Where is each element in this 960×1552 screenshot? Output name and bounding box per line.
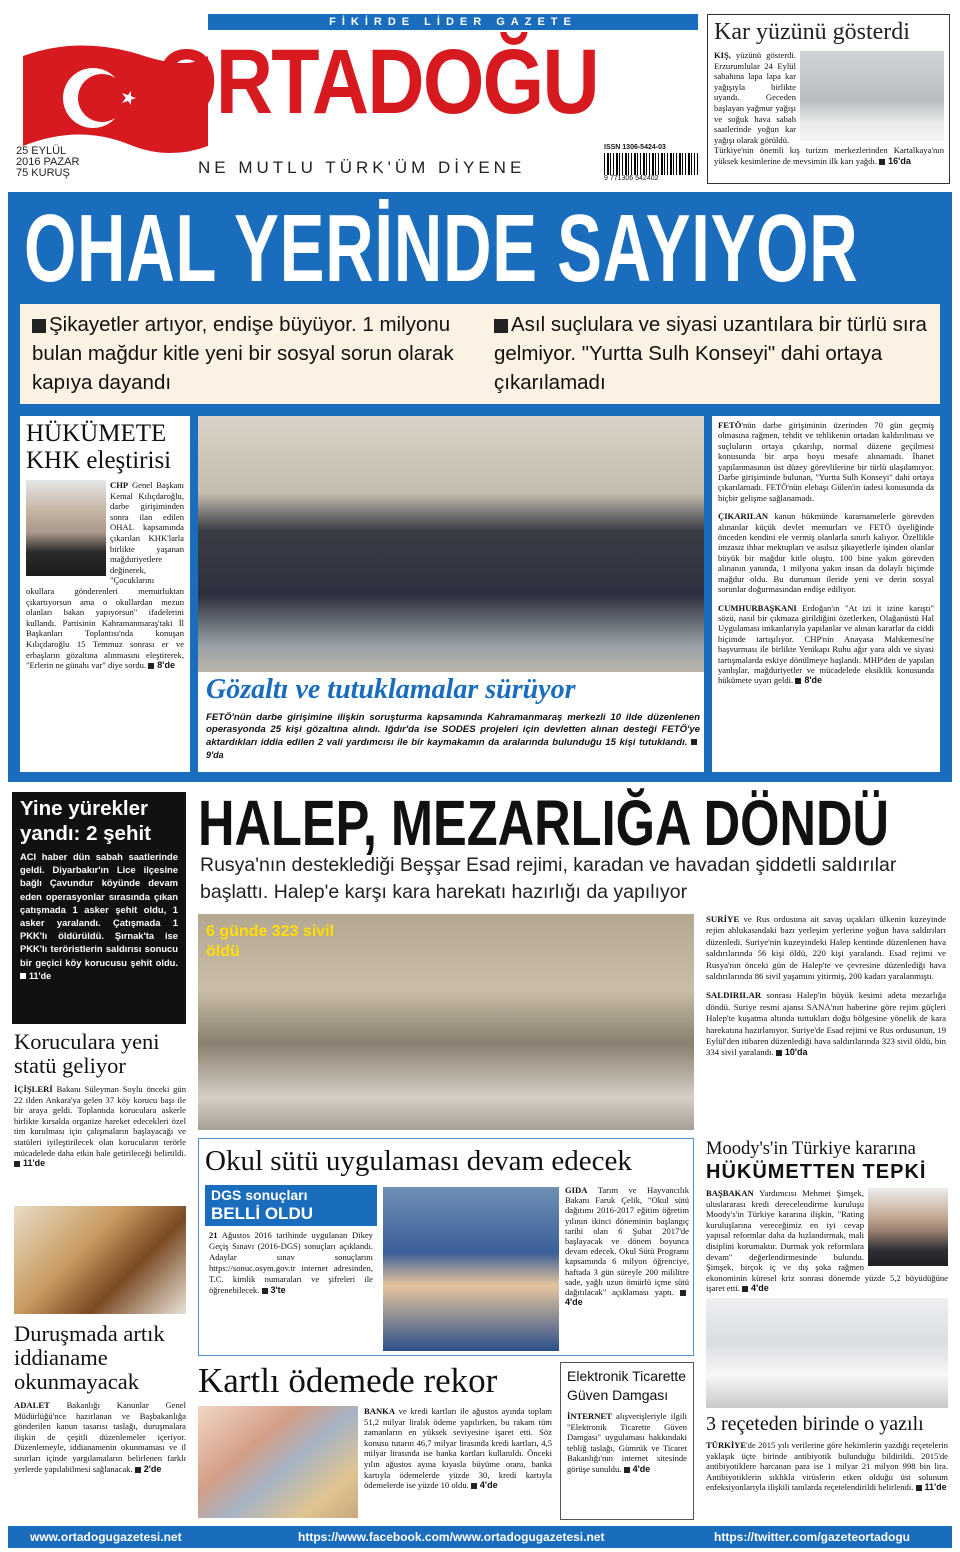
footer-bar	[8, 1526, 952, 1548]
halep-headline: HALEP, MEZARLIĞA DÖNDÜ	[198, 787, 890, 859]
khk-box	[20, 416, 190, 772]
okul-title: Okul sütü uygulaması devam edecek	[205, 1145, 632, 1177]
footer-facebook-link[interactable]: https://www.facebook.com/www.ortadogugazetesi.net	[298, 1530, 605, 1544]
okul-text: Tarım ve Hayvancılık Bakanı Faruk Çelik, "Okul sütü dağıtımı 2016-2017 eğitim öğretim yılının ikinci döneminin başlangıç tarihi olan 6 Şubat 2017'de başlayacak ve dönem boyunca devam edecek. Okul Sütü Programı kapsamında 6 milyon öğrenciye, haftada 3 gün süreyle 200 mililitre sade, yağlı uzun ömürlü içme sütü dağıtılacak" açıklaması yaptı.	[565, 1185, 689, 1298]
ohal-sub-left: Şikayetler artıyor, endişe büyüyor. 1 milyonu bulan mağdur kitle yeni bir sosyal sorun olarak kapıya dayandı	[32, 313, 454, 394]
korucu-title: Koruculara yeni statü geliyor	[14, 1029, 160, 1078]
kartli-text: ve kredi kartları ile ağustos ayında toplam 51,2 milyar liralık ödeme yapılırken, bu rakam tüm zamanların en yüksek seviyesine işaret etti. Söz konusu tutarın 46,7 milyar lirasında kredi kartları, 4,5 milyar lirasında ise banka kartları kullanıldı. Önceki yılın ağustos ayına kıyasla büyüme oranı, banka kartıyla ödemelerde yüzde 30, kredi kartıyla ödemelerde ise yüzde 10 oldu.	[364, 1406, 552, 1491]
khk-title-2: KHK eleştirisi	[26, 447, 172, 474]
moodys-box	[706, 1138, 948, 1294]
ohal-caption: Gözaltı ve tutuklamalar sürüyor	[206, 674, 576, 705]
ohal-right-col	[712, 416, 940, 772]
issn: ISSN 1306-5424-03	[604, 144, 666, 151]
recete-lead: TÜRKİYE	[706, 1440, 747, 1450]
dgs-text: Ağustos 2016 tarihinde uygulanan Dikey Geçiş Sınavı (2016-DGS) sonuçları açıklandı. Adaylar sınav sonuçlarını https://sonuc.osym.gov.tr internet adresinden, T.C. kimlik numaraları ve şifreleri ile öğrenebilecek.	[209, 1230, 373, 1295]
durusma-box	[14, 1322, 186, 1474]
bullet-icon	[776, 1050, 782, 1056]
dgs-box	[205, 1185, 377, 1351]
dgs-title-1: DGS sonuçları	[211, 1187, 308, 1203]
ohal-p2: kanun hükmünde kararnamelerle görevden alınanlar küçük devlet memurları ve FETÖ üyeliğinde önceden kendini ele vermiş olanlarla sınırlı kalıyor. Özellikle imzasız ihbar mektupları ve asılsız şikayetlerle işinden olanlar büyük bir mağdur kitle oluştu. 100 bine yakın görevden alınanın yanında, 1 milyona yakın insan da dolaylı biçimde mağdur oldu. Bu durumun ileride yeni ve derin sosyal sorunlar doğurmasından endişe ediliyor.	[718, 511, 934, 595]
halep-p1: ve Rus ordusuna ait savaş uçakları ülkenin kuzeyinde rejim ablukasındaki bazı yerleşim yerlerine yoğun hava saldırıları düzenledi. Suriye'nin kuzeyindeki Halep kentinde düzenlenen hava saldırılarında 56 kişi öldü, 220 kişi yaralandı. Esad rejimi ve Rusya'nın önceki gün de Halep'te ve çevresine düzenlediği hava saldırılarında 86 sivil yaşamını yitirmiş, 200 kadarı yaralanmıştı.	[706, 914, 946, 982]
recete-text: 'de 2015 yılı verilerine göre hekimlerin yazdığı reçetelerin yaklaşık üçte birinde antibiyotik bulunduğu bildirildi. 2015'de antibiyotiklere harcanan para ise 1 milyar 21 milyon 998 bin lira. Antibiyotiklerin sıklıkla virüslerin etken olduğu üst solunum enfeksiyonlarıyla ilişkili tanılarda reçetelendirildi belirlendi.	[706, 1440, 948, 1493]
kartli-title: Kartlı ödemede rekor	[198, 1361, 498, 1400]
halep-p2-lead: SALDIRILAR	[706, 990, 762, 1001]
sehit-text: ACI haber dün sabah saatlerinde geldi. Diyarbakır'ın Lice ilçesine bağlı Çavundur köyünde devam eden operasyonlar sırasında çıkan çatışmada 1 asker şehit oldu, 1 asker yaralandı. Çatışmada 1 PKK'lı öldürüldü. Şırnak'ta ise PKK'lı teröristlerin saldırısı sonucu bir geçici köy korucusu şehit oldu.	[20, 851, 178, 968]
ohal-photo-text: FETÖ'nün darbe girişimine ilişkin soruşturma kapsamında Kahramanmaraş merkezli 10 ilde düzenlenen operasyonda 25 kişi gözaltına alındı. Iğdır'da ise SODES projeleri için devletten alınan desteği FETÖ'ye aktardıkları iddia edilen 2 vali yardımcısı ile bir kaymakamın da aralarında bulunduğu 15 kişi tutuklandı.	[206, 712, 700, 748]
khk-ref: 8'de	[157, 660, 175, 671]
halep-photo	[198, 914, 694, 1130]
bullet-icon	[795, 678, 801, 684]
okul-ref: 4'de	[565, 1297, 583, 1308]
recete-photo	[706, 1298, 948, 1408]
sehit-box	[12, 792, 186, 1024]
sehit-title: Yine yürekler yandı: 2 şehit	[20, 797, 152, 845]
footer-web-link[interactable]: www.ortadogugazetesi.net	[30, 1530, 182, 1544]
bullet-icon	[471, 1483, 477, 1489]
ohal-block	[8, 192, 952, 782]
halep-photo-label: 6 günde 323 sivil öldü	[206, 923, 335, 960]
okul-photo	[383, 1187, 559, 1351]
recete-title: 3 reçeteden birinde o yazılı	[706, 1413, 924, 1435]
moodys-title-1: Moody's'in Türkiye kararına	[706, 1139, 916, 1159]
bullet-icon	[135, 1467, 141, 1473]
korucu-box	[14, 1030, 186, 1169]
khk-title-1: HÜKÜMETE	[26, 420, 167, 447]
bullet-icon	[14, 1161, 20, 1167]
gavel-photo	[14, 1206, 186, 1314]
okul-lead: GIDA	[565, 1185, 588, 1195]
korucu-lead: İÇİŞLERİ	[14, 1084, 53, 1094]
ohal-headline: OHAL YERİNDE SAYIYOR	[24, 195, 859, 302]
sehit-ref: 11'de	[29, 970, 52, 981]
halep-p1-lead: SURİYE	[706, 914, 740, 924]
kartli-lead: BANKA	[364, 1406, 396, 1416]
eticaret-title: Elektronik Ticarette Güven Damgası	[567, 1368, 687, 1403]
masthead	[8, 8, 698, 188]
logo: ORTADOĞU	[156, 31, 598, 133]
slogan-bar	[208, 14, 698, 30]
bullet-icon	[494, 319, 508, 333]
korucu-ref: 11'de	[23, 1158, 46, 1169]
barcode	[604, 144, 698, 186]
kar-lead: KIŞ,	[714, 50, 731, 60]
date-line-1: 25 EYLÜL	[16, 145, 67, 157]
kartli-photo	[198, 1406, 358, 1518]
bullet-icon	[879, 159, 885, 165]
dgs-lead: 21	[209, 1230, 218, 1240]
khk-photo	[26, 480, 106, 576]
durusma-lead: ADALET	[14, 1400, 50, 1410]
recete-ref: 11'de	[924, 1482, 947, 1493]
slogan-text: FİKİRDE LİDER GAZETE	[329, 16, 577, 28]
ohal-p2-lead: ÇIKARILAN	[718, 511, 769, 522]
khk-lead: CHP	[110, 480, 129, 490]
ohal-photo	[198, 416, 704, 672]
dgs-title-bar	[205, 1185, 377, 1226]
halep-sub: Rusya'nın desteklediği Beşşar Esad rejimi, karadan ve havadan şiddetli saldırılar başlattı. Halep'e karşı kara harekatı hazırlığı da yapılıyor	[200, 854, 897, 903]
ohal-p1-lead: FETÖ	[718, 420, 742, 430]
date-box	[16, 146, 79, 179]
bullet-icon	[916, 1485, 922, 1491]
bullet-icon	[20, 973, 26, 979]
halep-p2: sonrası Halep'in büyük kesimi adeta mezarlığa döndü. Suriye resmi ajansı SANA'nın haberine göre rejim güçleri Halep'te kuşatma altında tuttukları doğu bölgesine yönelik de kara harekatına hazırlanıyor. Suriye'de Esad rejimi ve Rus ordusunun, 19 Eylül'den itibaren düzenlediği hava saldırılarında 323 sivil öldü, bin 334 sivil yaralandı.	[706, 990, 947, 1058]
kar-photo	[800, 51, 944, 141]
kartli-ref: 4'de	[479, 1480, 498, 1491]
eticaret-text: alışverişleriyle ilgili "Elektronik Ticarette Güven Damgası" uygulaması hakkındaki tebliğ taslağı, Gümrük ve Ticaret Bakanlığı'nın internet sitesinde görüşe sunuldu.	[567, 1411, 687, 1474]
bullet-icon	[742, 1286, 748, 1292]
moodys-title-2: HÜKÜMETTEN TEPKİ	[706, 1161, 927, 1183]
moodys-lead: BAŞBAKAN	[706, 1188, 754, 1198]
ohal-sub-box	[20, 304, 940, 404]
kar-ref: 16'da	[888, 155, 911, 166]
kar-box	[707, 14, 950, 184]
ohal-right-ref: 8'de	[804, 675, 822, 686]
ohal-sub-right: Asıl suçlulara ve siyasi uzantılara bir türlü sıra gelmiyor. "Yurtta Sulh Konseyi" dahi ortaya çıkarılamadı	[494, 313, 927, 394]
eticaret-box	[560, 1362, 694, 1520]
ohal-photo-box	[198, 416, 704, 772]
moodys-photo	[868, 1188, 948, 1266]
eticaret-lead: İNTERNET	[567, 1411, 612, 1421]
ohal-p1: 'nün darbe girişiminin üzerinden 70 gün geçmiş olmasına rağmen, tehdit ve tehlikenin ortadan kaldırılması ve suçluların ortaya çıkarılıp, normal düzene geçilmesi konusunda bir arpa boyu mesafe alınamadı. İhanet yapılanmasının üst düzey görevlilerine bir türlü ulaşılamıyor. Darbe girişiminde bulunan, "Yurtta Sulh Konseyi" dahi ortaya çıkarılamadı. FETÖ'nün elebaşı Gülen'in iadesi konusunda da hiçbir gelişme sağlanamadı.	[718, 420, 934, 503]
khk-text-top: Genel Başkanı Kemal Kılıçdaroğlu, darbe girişiminden sonra ilan edilen OHAL kapsamında çıkarılan KHK'larla	[110, 480, 184, 543]
recete-box	[706, 1410, 948, 1493]
footer-twitter-link[interactable]: https://twitter.com/gazeteortadogu	[714, 1530, 911, 1544]
kar-text: yüzünü gösterdi. Erzurumlular 24 Eylül sabahına lapa lapa kar yağışıyla birlikte uyandı. Geceden başlayan yağmur yağışı ve soğuk hava sabah saatlerinde yoğun kar yağışı olarak görüldü.	[714, 50, 796, 145]
dgs-ref: 3'te	[270, 1285, 286, 1295]
ohal-p3: Erdoğan'ın "At izi it izine karıştı" sözü, nasıl bir çıkmaza girildiğini özetlerken, Olağanüstü Hal Uygulaması imkanlarıyla yapılanlar ve alınan kararlar da ciddi biçimde tartışılıyor. CHP'nin Anayasa Mahkemesi'ne başvurması ile birlikte Yenikapı Ruhu ağır yara aldı ve siyasi tartışmalarda eskiye dönülmeye başlandı. MHP'den de yapılan yanlışlar, mağduriyetler ve mücadelede eksiklik konusunda hükümete uyarı geldi.	[718, 602, 934, 686]
bullet-icon	[262, 1288, 268, 1294]
halep-text-col	[706, 914, 946, 1059]
moodys-ref: 4'de	[751, 1283, 769, 1294]
price: 75 KURUŞ	[16, 167, 70, 179]
durusma-ref: 2'de	[143, 1463, 162, 1474]
bullet-icon	[691, 739, 697, 745]
durusma-title: Duruşmada artık iddianame okunmayacak	[14, 1321, 165, 1394]
bullet-icon	[148, 663, 154, 669]
moodys-text: Yardımcısı Mehmet Şimşek, uluslararası kredi derecelendirme kuruluşu Moody's'in Türkiye kararına ilişkin, "Rating kuruluşlarına vereceğimiz en iyi cevap yapısal reformlar daha da hızlandırmak, mali disiplini korumaktır. Durmak yok reformlara devam" değerlendirmesinde bulundu. Şimşek, birçok iç ve dış şoka rağmen ekonominin küresel kriz sonrası dönemde yüzde 5,2 büyüdüğüne işaret etti.	[706, 1188, 948, 1294]
halep-ref: 10'da	[784, 1047, 808, 1058]
kar-title: Kar yüzünü gösterdi	[714, 19, 910, 45]
barcode-bars	[604, 153, 698, 175]
kar-text-bottom: Türkiye'nin önemli kış turizm merkezlerinden Kartalkaya'nın yüksek kesimlerine de mevsimin ilk karı yağdı.	[714, 145, 944, 166]
korucu-text: Bakanı Süleyman Soylu önceki gün 22 ilden Ankara'ya gelen 37 köy korucu başı ile bir araya geldi. Toplantıda koruculara askerle birlikte kırsalda organize hareket edecekleri özel tim kurulması için çalışmaların başlayacağı ve statüleri iyileştirilecek olan korucuların terörle mücadelede daha etkin hale getirileceği belirtildi.	[14, 1084, 186, 1158]
okul-box	[198, 1138, 694, 1356]
date-line-2: 2016 PAZAR	[16, 156, 80, 168]
barcode-number: 9 771306 542402	[604, 175, 659, 182]
ohal-photo-ref: 9'da	[206, 750, 224, 761]
dgs-title-2: BELLİ OLDU	[211, 1204, 313, 1223]
bullet-icon	[624, 1467, 630, 1473]
bullet-icon	[32, 319, 46, 333]
ohal-p3-lead: CUMHURBAŞKANI	[718, 602, 797, 613]
motto: NE MUTLU TÜRK'ÜM DİYENE	[198, 158, 526, 177]
durusma-text: Bakanlığı Kanunlar Genel Müdürlüğü'nce hazırlanan ve Başbakanlığa gönderilen kanun tasarısı taslağı, duruşmalara ilişkin de çeşitli düzenlemeler içeriyor. Düzenlemeyle, iddianamenin okunmaması ve il sınırları içinde yargılamaların belirlenen farklı yerlerde yapılabilmesi sağlanacak.	[14, 1400, 186, 1474]
khk-text: birlikte yaşanan mağduriyetlere değinerek, "Çocuklarını okullara gönderenleri memurluktan çıkartıyorsun ama o okullardan mezun olanları bakan yapıyorsun" ifadelerini kullandı. Partisinin Kahramanmaraş'taki İl Başkanları Toplantısı'nda konuşan Kılıçdaroğlu 15 Temmuz sonrası er ve erbaşların gözaltına alınmasını eleştirerek, "Erlerin ne günahı var" diye sordu.	[26, 543, 184, 671]
eticaret-ref: 4'de	[632, 1463, 651, 1474]
bullet-icon	[680, 1290, 686, 1296]
